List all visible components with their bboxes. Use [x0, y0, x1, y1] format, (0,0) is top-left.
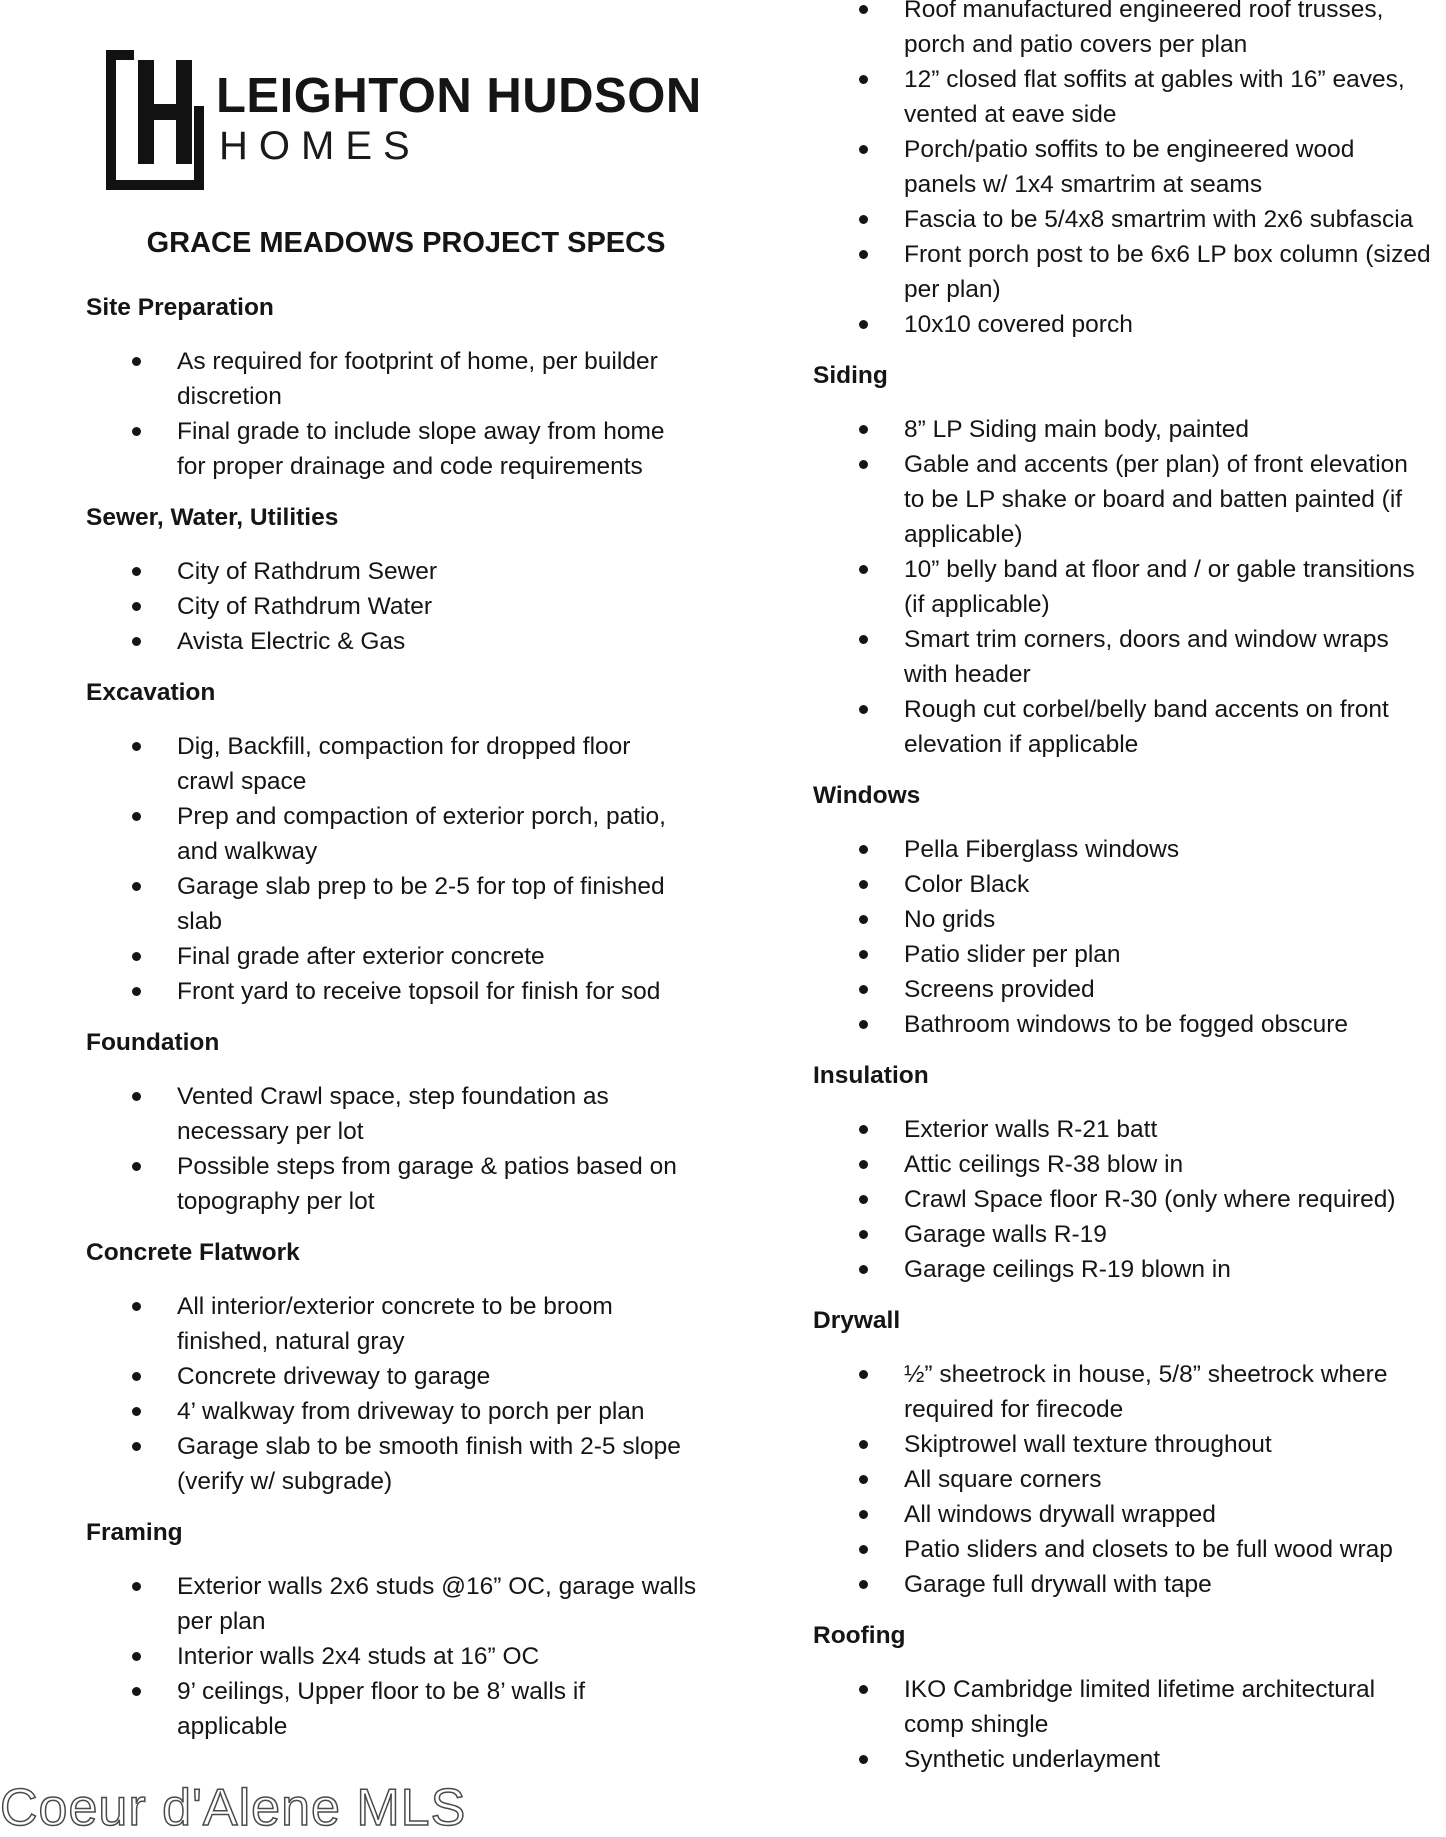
spec-item-text: comp shingle [904, 1711, 1049, 1738]
company-logo [104, 46, 724, 196]
bullet-icon [132, 812, 141, 821]
spec-item-text: Screens provided [904, 976, 1095, 1003]
mls-watermark: Coeur d'Alene MLS [0, 1779, 467, 1837]
bullet-icon [859, 1475, 868, 1484]
spec-item [86, 1429, 726, 1499]
spec-item-text: 10” belly band at floor and / or gable transitions [904, 556, 1415, 583]
bullet-icon [132, 1092, 141, 1101]
spec-item-text: necessary per lot [177, 1118, 364, 1145]
section-heading: Concrete Flatwork [86, 1239, 300, 1266]
spec-item-text: Synthetic underlayment [904, 1746, 1161, 1773]
bullet-icon [859, 425, 868, 434]
spec-item-text: finished, natural gray [177, 1328, 405, 1355]
spec-item [813, 1252, 1446, 1287]
bullet-icon [132, 602, 141, 611]
spec-item-text: Rough cut corbel/belly band accents on front [904, 696, 1389, 723]
spec-item [86, 869, 726, 939]
spec-item-text: Patio sliders and closets to be full wood wrap [904, 1536, 1393, 1563]
spec-item [813, 237, 1446, 307]
bullet-icon [859, 1230, 868, 1239]
spec-item-text: required for firecode [904, 1396, 1124, 1423]
section-roofing [813, 1618, 1446, 1777]
spec-item-text: (verify w/ subgrade) [177, 1468, 393, 1495]
bullet-icon [132, 1652, 141, 1661]
spec-item-text: to be LP shake or board and batten painted (if [904, 486, 1403, 513]
bullet-icon [859, 1685, 868, 1694]
bullet-icon [859, 880, 868, 889]
left-column [86, 290, 726, 1760]
spec-item-text: Fascia to be 5/4x8 smartrim with 2x6 subfascia [904, 206, 1414, 233]
bullet-icon [859, 985, 868, 994]
bullet-icon [132, 1687, 141, 1696]
spec-item-text: Garage full drywall with tape [904, 1571, 1212, 1598]
spec-item [86, 589, 726, 624]
bullet-icon [132, 882, 141, 891]
spec-item-text: Crawl Space floor R-30 (only where required) [904, 1186, 1396, 1213]
lh-monogram-icon [104, 46, 208, 196]
spec-item-text: porch and patio covers per plan [904, 31, 1248, 58]
spec-item [813, 202, 1446, 237]
bullet-icon [859, 1545, 868, 1554]
section-framing [86, 1515, 726, 1744]
bullet-icon [859, 1160, 868, 1169]
spec-item-text: topography per lot [177, 1188, 375, 1215]
section-roof-framing-continued [813, 0, 1446, 342]
spec-item-text: Front yard to receive topsoil for finish for sod [177, 978, 661, 1005]
spec-item-text: panels w/ 1x4 smartrim at seams [904, 171, 1263, 198]
spec-list [813, 1357, 1446, 1602]
spec-item [813, 1742, 1446, 1777]
spec-item-text: City of Rathdrum Sewer [177, 558, 438, 585]
spec-item [813, 1217, 1446, 1252]
bullet-icon [132, 637, 141, 646]
spec-item-text: City of Rathdrum Water [177, 593, 433, 620]
spec-item-text: crawl space [177, 768, 307, 795]
spec-item-text: Patio slider per plan [904, 941, 1121, 968]
spec-item [813, 1427, 1446, 1462]
bullet-icon [859, 1020, 868, 1029]
bullet-icon [132, 1442, 141, 1451]
spec-item [86, 729, 726, 799]
bullet-icon [859, 1370, 868, 1379]
spec-item-text: per plan [177, 1608, 266, 1635]
spec-item-text: Garage slab prep to be 2-5 for top of finished [177, 873, 665, 900]
spec-item-text: and walkway [177, 838, 318, 865]
bullet-icon [859, 845, 868, 854]
spec-item-text: Gable and accents (per plan) of front elevation [904, 451, 1408, 478]
spec-item-text: Final grade after exterior concrete [177, 943, 545, 970]
spec-item-text: Vented Crawl space, step foundation as [177, 1083, 609, 1110]
bullet-icon [132, 427, 141, 436]
spec-item [813, 622, 1446, 692]
spec-item [813, 692, 1446, 762]
spec-item-text: applicable [177, 1713, 288, 1740]
bullet-icon [132, 1162, 141, 1171]
spec-item-text: 10x10 covered porch [904, 311, 1133, 338]
spec-list [813, 1112, 1446, 1287]
spec-item [86, 1639, 726, 1674]
page-title: GRACE MEADOWS PROJECT SPECS [146, 227, 666, 259]
spec-item-text: Final grade to include slope away from home [177, 418, 665, 445]
spec-list [86, 1569, 726, 1744]
section-heading: Siding [813, 362, 888, 389]
spec-item-text: Concrete driveway to garage [177, 1363, 491, 1390]
spec-item-text: with header [904, 661, 1031, 688]
bullet-icon [859, 75, 868, 84]
spec-item [813, 832, 1446, 867]
spec-item-text: 8” LP Siding main body, painted [904, 416, 1250, 443]
bullet-icon [859, 145, 868, 154]
bullet-icon [859, 215, 868, 224]
spec-item-text: Possible steps from garage & patios based on [177, 1153, 677, 1180]
section-windows [813, 778, 1446, 1042]
spec-item-text: Exterior walls 2x6 studs @16” OC, garage walls [177, 1573, 697, 1600]
spec-item [813, 972, 1446, 1007]
spec-item [813, 867, 1446, 902]
spec-item-text: elevation if applicable [904, 731, 1139, 758]
right-column [813, 0, 1446, 1793]
section-heading: Drywall [813, 1307, 901, 1334]
bullet-icon [859, 950, 868, 959]
spec-list [813, 0, 1446, 342]
section-concrete-flatwork [86, 1235, 726, 1499]
spec-item-text: Roof manufactured engineered roof trusses, [904, 0, 1384, 23]
bullet-icon [859, 1580, 868, 1589]
spec-item-text: All interior/exterior concrete to be broom [177, 1293, 613, 1320]
spec-item-text: vented at eave side [904, 101, 1117, 128]
spec-item-text: Dig, Backfill, compaction for dropped floor [177, 733, 631, 760]
spec-item-text: Attic ceilings R-38 blow in [904, 1151, 1184, 1178]
spec-item-text: All windows drywall wrapped [904, 1501, 1216, 1528]
section-foundation [86, 1025, 726, 1219]
section-heading: Insulation [813, 1062, 929, 1089]
bullet-icon [132, 742, 141, 751]
section-sewer-water-utilities [86, 500, 726, 659]
spec-item-text: Color Black [904, 871, 1030, 898]
section-site-preparation [86, 290, 726, 484]
spec-item [86, 974, 726, 1009]
spec-item-text: Avista Electric & Gas [177, 628, 406, 655]
spec-item [813, 447, 1446, 552]
spec-list [813, 832, 1446, 1042]
spec-list [86, 554, 726, 659]
bullet-icon [859, 1265, 868, 1274]
spec-list [86, 1079, 726, 1219]
spec-item [86, 624, 726, 659]
bullet-icon [132, 1407, 141, 1416]
spec-item [86, 799, 726, 869]
spec-list [86, 1289, 726, 1499]
spec-item-text: Garage slab to be smooth finish with 2-5 slope [177, 1433, 681, 1460]
spec-item [813, 0, 1446, 62]
spec-item [813, 62, 1446, 132]
spec-item [813, 552, 1446, 622]
spec-item-text: for proper drainage and code requirements [177, 453, 643, 480]
spec-item-text: ½” sheetrock in house, 5/8” sheetrock where [904, 1361, 1388, 1388]
bullet-icon [132, 567, 141, 576]
spec-item-text: applicable) [904, 521, 1023, 548]
spec-item [86, 1394, 726, 1429]
section-excavation [86, 675, 726, 1009]
spec-item-text: Pella Fiberglass windows [904, 836, 1180, 863]
spec-item [813, 132, 1446, 202]
spec-item [813, 307, 1446, 342]
logo-company-name: LEIGHTON HUDSON [216, 69, 702, 123]
logo-company-sub: HOMES [219, 124, 421, 168]
bullet-icon [859, 1195, 868, 1204]
spec-item-text: slab [177, 908, 222, 935]
spec-list [86, 729, 726, 1009]
spec-item-text: (if applicable) [904, 591, 1050, 618]
section-heading: Windows [813, 782, 921, 809]
section-heading: Framing [86, 1519, 183, 1546]
bullet-icon [132, 1302, 141, 1311]
spec-item [813, 902, 1446, 937]
section-heading: Excavation [86, 679, 216, 706]
section-insulation [813, 1058, 1446, 1287]
bullet-icon [859, 1440, 868, 1449]
spec-item-text: Garage ceilings R-19 blown in [904, 1256, 1231, 1283]
spec-item-text: 4’ walkway from driveway to porch per plan [177, 1398, 645, 1425]
spec-item [813, 937, 1446, 972]
spec-item-text: 12” closed flat soffits at gables with 16” eaves, [904, 66, 1405, 93]
bullet-icon [859, 320, 868, 329]
spec-item-text: IKO Cambridge limited lifetime architectural [904, 1676, 1376, 1703]
spec-item-text: Garage walls R-19 [904, 1221, 1107, 1248]
bullet-icon [859, 915, 868, 924]
spec-item-text: Exterior walls R-21 batt [904, 1116, 1158, 1143]
bullet-icon [859, 565, 868, 574]
bullet-icon [859, 460, 868, 469]
spec-item [86, 1079, 726, 1149]
spec-item-text: All square corners [904, 1466, 1102, 1493]
bullet-icon [859, 1125, 868, 1134]
section-heading: Foundation [86, 1029, 220, 1056]
bullet-icon [132, 1582, 141, 1591]
spec-item [86, 939, 726, 974]
spec-item-text: per plan) [904, 276, 1001, 303]
spec-item-text: Smart trim corners, doors and window wraps [904, 626, 1389, 653]
section-heading: Sewer, Water, Utilities [86, 504, 339, 531]
spec-item [86, 414, 726, 484]
spec-item [86, 1359, 726, 1394]
bullet-icon [132, 357, 141, 366]
bullet-icon [859, 5, 868, 14]
bullet-icon [132, 987, 141, 996]
spec-item-text: Porch/patio soffits to be engineered wood [904, 136, 1355, 163]
section-heading: Roofing [813, 1622, 906, 1649]
spec-item-text: Prep and compaction of exterior porch, patio, [177, 803, 666, 830]
bullet-icon [859, 705, 868, 714]
bullet-icon [859, 1755, 868, 1764]
spec-item [86, 1149, 726, 1219]
spec-item [813, 1182, 1446, 1217]
spec-item [813, 1567, 1446, 1602]
spec-list [813, 412, 1446, 762]
spec-item-text: Bathroom windows to be fogged obscure [904, 1011, 1348, 1038]
spec-item [86, 1569, 726, 1639]
bullet-icon [859, 635, 868, 644]
spec-item [813, 1147, 1446, 1182]
spec-item-text: 9’ ceilings, Upper floor to be 8’ walls if [177, 1678, 586, 1705]
spec-item-text: Interior walls 2x4 studs at 16” OC [177, 1643, 540, 1670]
spec-item [86, 554, 726, 589]
bullet-icon [132, 952, 141, 961]
spec-item [813, 412, 1446, 447]
bullet-icon [859, 1510, 868, 1519]
spec-item [813, 1497, 1446, 1532]
section-drywall [813, 1303, 1446, 1602]
spec-item [86, 344, 726, 414]
spec-item-text: No grids [904, 906, 996, 933]
spec-item [813, 1532, 1446, 1567]
spec-item-text: discretion [177, 383, 282, 410]
spec-item [86, 1674, 726, 1744]
spec-item [86, 1289, 726, 1359]
spec-list [813, 1672, 1446, 1777]
spec-item-text: Skiptrowel wall texture throughout [904, 1431, 1272, 1458]
spec-item-text: As required for footprint of home, per builder [177, 348, 658, 375]
section-siding [813, 358, 1446, 762]
spec-item [813, 1672, 1446, 1742]
spec-item [813, 1007, 1446, 1042]
bullet-icon [859, 250, 868, 259]
bullet-icon [132, 1372, 141, 1381]
spec-item [813, 1112, 1446, 1147]
spec-item [813, 1357, 1446, 1427]
spec-list [86, 344, 726, 484]
spec-item-text: Front porch post to be 6x6 LP box column (sized [904, 241, 1431, 268]
section-heading: Site Preparation [86, 294, 274, 321]
spec-item [813, 1462, 1446, 1497]
